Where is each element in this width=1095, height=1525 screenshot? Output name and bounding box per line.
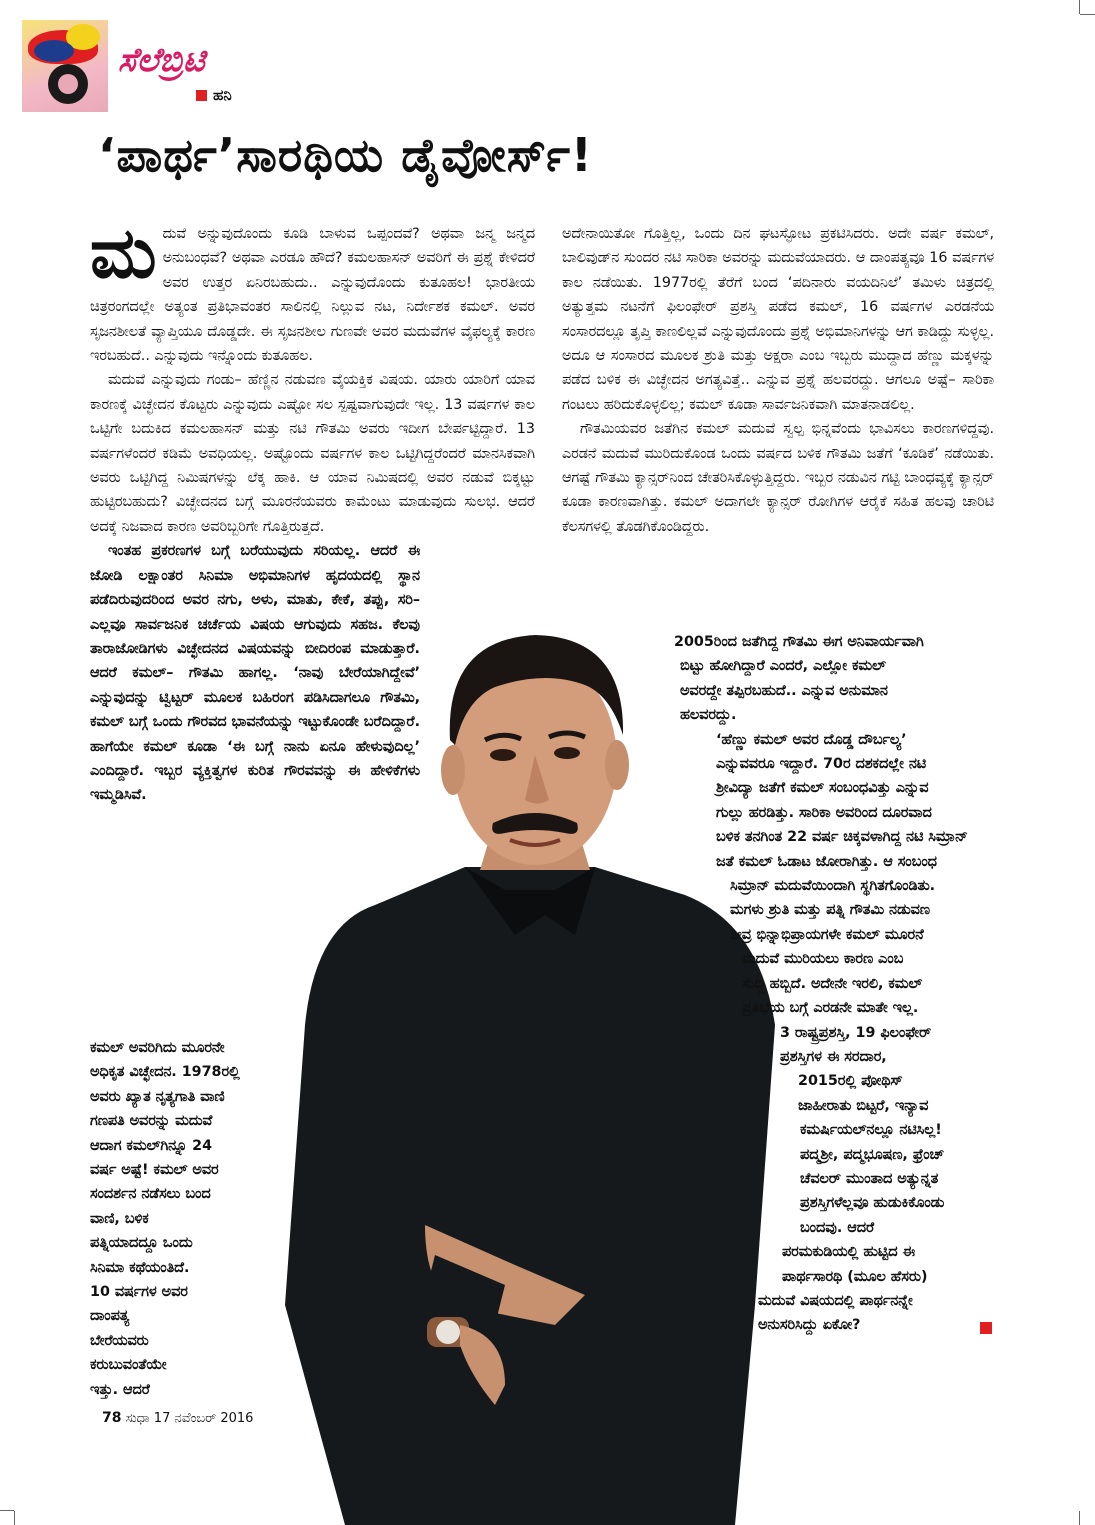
page-number: 78 <box>102 1410 122 1426</box>
left-wrap-text <box>90 1036 240 1402</box>
text-line: 10 ವರ್ಷಗಳ ಅವರ <box>90 1284 188 1301</box>
right-column <box>562 222 994 539</box>
text-line: ಬಳಿಕ ತನಗಿಂತ 22 ವರ್ಷ ಚಿಕ್ಕವಳಾಗಿದ್ದ ನಟಿ ಸಿಮ್ರಾನ್ <box>716 829 968 846</box>
text-line: ಮದುವೆ ವಿಷಯದಲ್ಲಿ ಪಾರ್ಥನನ್ನೇ <box>758 1292 913 1309</box>
section-logo <box>22 20 108 112</box>
text-line: ಪ್ರತಿಭೆಯ ಬಗ್ಗೆ ಎರಡನೇ ಮಾತೇ ಇಲ್ಲ. <box>742 1000 919 1017</box>
text-line: 3 ರಾಷ್ಟ್ರಪ್ರಶಸ್ತಿ, 19 ಫಿಲಂಫೇರ್ <box>780 1024 932 1041</box>
author-line <box>196 86 232 104</box>
text-line: ಗುಲ್ಲು ಹರಡಿತ್ತು. ಸಾರಿಕಾ ಅವರಿಂದ ದೂರವಾದ <box>716 804 932 821</box>
text-line: ಪ್ರಶಸ್ತಿಗಳ ಈ ಸರದಾರ, <box>780 1048 887 1065</box>
text-line: ಬಂದವು. ಆದರೆ <box>800 1219 875 1236</box>
text-line: ಪ್ರಶಸ್ತಿಗಳೆಲ್ಲವೂ ಹುಡುಕಿಕೊಂಡು <box>800 1195 945 1212</box>
crop-mark <box>1079 0 1080 14</box>
text-line: ಬೇರೆಯವರು <box>90 1332 149 1349</box>
text-line: ಪಾರ್ಥಸಾರಥಿ (ಮೂಲ ಹೆಸರು) <box>782 1268 928 1285</box>
text-line: ಹಲವರದ್ದು. <box>680 707 737 724</box>
magazine-name: ಸುಧಾ <box>125 1411 150 1426</box>
page-footer <box>102 1410 253 1426</box>
author-name: ಹನಿ <box>213 86 232 104</box>
section-title: ಸೆಲೆಬ್ರಿಟಿ <box>118 40 205 79</box>
right-wrap-text <box>650 630 968 1338</box>
text-line: ಅಧಿಕೃತ ವಿಚ್ಛೇದನ. 1978ರಲ್ಲಿ <box>90 1064 240 1081</box>
text-line: ಅವರದ್ದೇ ತಪ್ಪಿರಬಹುದೆ.. ಎನ್ನುವ ಅನುಮಾನ <box>680 682 888 699</box>
text-line: ಆದಾಗ ಕಮಲ್‌ಗಿನ್ನೂ 24 <box>90 1137 213 1154</box>
paragraph: ಇಂತಹ ಪ್ರಕರಣಗಳ ಬಗ್ಗೆ ಬರೆಯುವುದು ಸರಿಯಲ್ಲ. ಆದರೆ ಈ ಜೋಡಿ ಲಕ್ಷಾಂತರ ಸಿನಿಮಾ ಅಭಿಮಾನಿಗಳ ಹೃದಯದಲ್ಲಿ ಸ್ಥಾನ ಪಡೆದಿರುವುದರಿಂದ ಅವರ ನಗು, ಅಳು, ಮಾತು, ಕೇಕೆ, ತಪ್ಪು, ಸರಿ– ಎಲ್ಲವೂ ಸಾರ್ವಜನಿಕ ಚರ್ಚೆಯ ವಿಷಯ ಆಗುವುದು ಸಹಜ. ಕೆಲವು ತಾರಾಜೋಡಿಗಳು ವಿಚ್ಛೇದನದ ವಿಷಯವನ್ನು ಬೀದಿರಂಪ ಮಾಡುತ್ತಾರೆ. ಆದರೆ ಕಮಲ್– ಗೌತಮಿ ಹಾಗಲ್ಲ. ‘ನಾವು ಬೇರೆಯಾಗಿದ್ದೇವೆ’ ಎನ್ನುವುದನ್ನು ಟ್ವಿಟ್ಟರ್ ಮೂಲಕ ಬಹಿರಂಗ ಪಡಿಸಿದಾಗಲೂ ಗೌತಮಿ, ಕಮಲ್ ಬಗ್ಗೆ ಒಂದು ಗೌರವದ ಭಾವನೆಯನ್ನು ಇಟ್ಟುಕೊಂಡೇ ಬರೆದಿದ್ದಾರೆ. ಹಾಗೆಯೇ ಕಮಲ್ ಕೂಡಾ ‘ಈ ಬಗ್ಗೆ ನಾನು ಏನೂ ಹೇಳುವುದಿಲ್ಲ’ ಎಂದಿದ್ದಾರೆ. ಇಬ್ಬರ ವ್ಯಕ್ತಿತ್ವಗಳ ಕುರಿತ ಗೌರವವನ್ನು ಈ ಹೇಳಿಕೆಗಳು ಇಮ್ಮಡಿಸಿವೆ. <box>90 543 420 804</box>
text-line: ಸಂದರ್ಶನ ನಡೆಸಲು ಬಂದ <box>90 1186 211 1203</box>
paragraph: ಮದುವೆ ಎನ್ನುವುದು ಗಂಡು– ಹೆಣ್ಣಿನ ನಡುವಣ ವೈಯಕ್ತಿಕ ವಿಷಯ. ಯಾರು ಯಾರಿಗೆ ಯಾವ ಕಾರಣಕ್ಕೆ ವಿಚ್ಛೇದನ ಕೊಟ್ಟರು ಎನ್ನುವುದು ಎಷ್ಟೋ ಸಲ ಸ್ಪಷ್ಟವಾಗುವುದೇ ಇಲ್ಲ. 13 ವರ್ಷಗಳ ಕಾಲ ಒಟ್ಟಿಗೇ ಬದುಕಿದ ಕಮಲಹಾಸನ್ ಮತ್ತು ನಟಿ ಗೌತಮಿ ಅವರು ಇದೀಗ ಬೇರ್ಪಟ್ಟಿದ್ದಾರೆ. 13 ವರ್ಷಗಳೆಂದರೆ ಕಡಿಮೆ ಅವಧಿಯಲ್ಲ. ಅಷ್ಟೊಂದು ವರ್ಷಗಳ ಕಾಲ ಒಟ್ಟಿಗಿದ್ದರೆಂದರೆ ಮಾನಸಿಕವಾಗಿ ಅವರು ಒಟ್ಟಿಗಿದ್ದ ನಿಮಿಷಗಳನ್ನು ಲೆಕ್ಕ ಹಾಕಿ. ಆ ಯಾವ ನಿಮಿಷದಲ್ಲಿ ಅವರ ನಡುವೆ ಬಿಕ್ಕಟ್ಟು ಹುಟ್ಟಿರಬಹುದು? ವಿಚ್ಛೇದನದ ಬಗ್ಗೆ ಮೂರನೆಯವರು ಕಾಮೆಂಟು ಮಾಡುವುದು ಸುಲಭ. ಆದರೆ ಅದಕ್ಕೆ ನಿಜವಾದ ಕಾರಣ ಅವರಿಬ್ಬರಿಗೇ ಗೊತ್ತಿರುತ್ತದೆ. <box>90 372 535 535</box>
text-line: ಮದುವೆ ಮುರಿಯಲು ಕಾರಣ ಎಂಬ <box>742 951 904 968</box>
crop-mark <box>1079 1511 1080 1525</box>
end-of-article-marker <box>980 1322 992 1334</box>
text-line: ಕಮಲ್ ಅವರಿಗಿದು ಮೂರನೇ <box>90 1040 225 1056</box>
text-line: ಜತೆ ಕಮಲ್ ಓಡಾಟ ಜೋರಾಗಿತ್ತು. ಆ ಸಂಬಂಧ <box>716 853 937 870</box>
text-line: ಬಿಟ್ಟು ಹೋಗಿದ್ದಾರೆ ಎಂದರೆ, ಎಲ್ಲೋ ಕಮಲ್ <box>680 658 886 675</box>
text-line: ಮಗಳು ಶ್ರುತಿ ಮತ್ತು ಪತ್ನಿ ಗೌತಮಿ ನಡುವಣ <box>730 902 930 919</box>
paragraph: ಗೌತಮಿಯವರ ಜತೆಗಿನ ಕಮಲ್ ಮದುವೆ ಸ್ವಲ್ಪ ಭಿನ್ನವೆಂದು ಭಾವಿಸಲು ಕಾರಣಗಳಿದ್ದವು. ಎರಡನೆ ಮದುವೆ ಮುರಿದುಕೊಂಡ ಒಂದು ವರ್ಷದ ಬಳಿಕ ಗೌತಮಿ ಜತೆಗೆ ‘ಕೂಡಿಕೆ’ ನಡೆಯಿತು. ಆಗಷ್ಟೆ ಗೌತಮಿ ಕ್ಯಾನ್ಸರ್‌ನಿಂದ ಚೇತರಿಸಿಕೊಳ್ಳುತ್ತಿದ್ದರು. ಇಬ್ಬರ ನಡುವಿನ ಗಟ್ಟಿ ಬಾಂಧವ್ಯಕ್ಕೆ ಕ್ಯಾನ್ಸರ್ ಕೂಡಾ ಕಾರಣವಾಗಿತ್ತು. ಕಮಲ್ ಅದಾಗಲೇ ಕ್ಯಾನ್ಸರ್ ರೋಗಿಗಳ ಆರೈಕೆ ಸಹಿತ ಹಲವು ಚಾರಿಟಿ ಕೆಲಸಗಳಲ್ಲಿ ತೊಡಗಿಕೊಂಡಿದ್ದರು. <box>562 421 994 535</box>
text-line: 2005ರಿಂದ ಜತೆಗಿದ್ದ ಗೌತಮಿ ಈಗ ಅನಿವಾರ್ಯವಾಗಿ <box>674 634 924 650</box>
text-line: ವಾಣಿ, ಬಳಿಕ <box>90 1210 149 1227</box>
crop-mark <box>1080 14 1095 15</box>
text-line: ಶ್ರೀವಿದ್ಯಾ ಜತೆಗೆ ಕಮಲ್ ಸಂಬಂಧವಿತ್ತು ಎನ್ನುವ <box>716 780 929 797</box>
text-line: ಕಮರ್ಷಿಯಲ್‌ನಲ್ಲೂ ನಟಿಸಿಲ್ಲ! <box>800 1122 942 1139</box>
issue-date: 17 ನವೆಂಬರ್ 2016 <box>153 1411 254 1426</box>
text-line: ಸಿಮ್ರಾನ್ ಮದುವೆಯಿಂದಾಗಿ ಸ್ಥಗಿತಗೊಂಡಿತು. <box>730 878 936 895</box>
paragraph: ಮದುವೆ ಅನ್ನುವುದೊಂದು ಕೂಡಿ ಬಾಳುವ ಒಪ್ಪಂದವೆ? ಅಥವಾ ಜನ್ಮ ಜನ್ಮದ ಅನುಬಂಧವೆ? ಅಥವಾ ಎರಡೂ ಹೌದೆ? ಕಮಲಹಾಸನ್ ಅವರಿಗೆ ಈ ಪ್ರಶ್ನೆ ಕೇಳಿದರೆ ಅವರ ಉತ್ತರ ಏನಿರಬಹುದು.. ಎನ್ನುವುದೊಂದು ಕುತೂಹಲ! ಭಾರತೀಯ ಚಿತ್ರರಂಗದಲ್ಲೇ ಅತ್ಯಂತ ಪ್ರತಿಭಾವಂತರ ಸಾಲಿನಲ್ಲಿ ನಿಲ್ಲುವ ನಟ, ನಿರ್ದೇಶಕ ಕಮಲ್. ಅವರ ಸೃಜನಶೀಲತೆ ವ್ಯಾಪ್ತಿಯೂ ದೊಡ್ಡದೇ. ಈ ಸೃಜನಶೀಲ ಗುಣವೇ ಅವರ ಮದುವೆಗಳ ವೈಫಲ್ಯಕ್ಕೆ ಕಾರಣ ಇರಬಹುದೆ.. ಎನ್ನುವುದು ಇನ್ನೊಂದು ಕುತೂಹಲ. <box>90 211 535 365</box>
text-line: ತೀವ್ರ ಭಿನ್ನಾಭಿಪ್ರಾಯಗಳೇ ಕಮಲ್ ಮೂರನೆ <box>730 926 924 943</box>
text-line: ಪರಮಕುಡಿಯಲ್ಲಿ ಹುಟ್ಟಿದ ಈ <box>782 1244 915 1261</box>
text-line: ಗಣಪತಿ ಅವರನ್ನು ಮದುವೆ <box>90 1113 213 1130</box>
text-line: ಕರುಬುವಂತೆಯೇ <box>90 1357 167 1374</box>
text-line: ಅವರು ಖ್ಯಾತ ನೃತ್ಯಗಾತಿ ವಾಣಿ <box>90 1088 225 1105</box>
text-line: ವರ್ಷ ಅಷ್ಟೆ! ಕಮಲ್ ಅವರ <box>90 1162 219 1179</box>
headline: ‘ಪಾರ್ಥ’ಸಾರಥಿಯ ಡೈವೋರ್ಸ್! <box>98 128 593 182</box>
drop-cap: ಮ <box>90 211 157 294</box>
square-marker-icon <box>196 90 207 101</box>
text-line: ಸುದ್ದಿ ಹಬ್ಬಿದೆ. ಅದೇನೇ ಇರಲಿ, ಕಮಲ್ <box>742 975 923 992</box>
text-line: ಎನ್ನುವವರೂ ಇದ್ದಾರೆ. 70ರ ದಶಕದಲ್ಲೇ ನಟಿ <box>716 756 927 773</box>
text-line: ಅನುಸರಿಸಿದ್ದು ಏಕೋ? <box>758 1317 861 1334</box>
text-line: ಪದ್ಮಶ್ರೀ, ಪದ್ಮಭೂಷಣ, ಫ್ರೆಂಚ್ <box>800 1146 944 1163</box>
text-line: ದಾಂಪತ್ಯ <box>90 1308 130 1325</box>
text-line: ಸಿನಿಮಾ ಕಥೆಯಂತಿದೆ. <box>90 1259 190 1276</box>
crop-mark <box>0 1510 14 1511</box>
text-line: 2015ರಲ್ಲಿ ಪೋಥಿಸ್ <box>798 1073 903 1090</box>
text-line: ಚೆವಲರ್ ಮುಂತಾದ ಅತ್ಯುನ್ನತ <box>800 1170 939 1187</box>
text-line: ಇತ್ತು. ಆದರೆ <box>90 1381 150 1398</box>
crop-mark <box>14 1511 15 1525</box>
text-line: ಪತ್ನಿಯಾದದ್ದೂ ಒಂದು <box>90 1235 193 1252</box>
text-line: ‘ಹೆಣ್ಣು ಕಮಲ್ ಅವರ ದೊಡ್ಡ ದೌರ್ಬಲ್ಯ’ <box>716 731 907 748</box>
text-line: ಜಾಹೀರಾತು ಬಿಟ್ಟರೆ, ಇನ್ಯಾವ <box>798 1097 929 1114</box>
paragraph: ಅದೇನಾಯಿತೋ ಗೊತ್ತಿಲ್ಲ, ಒಂದು ದಿನ ಘಟಸ್ಫೋಟ ಪ್ರಕಟಿಸಿದರು. ಅದೇ ವರ್ಷ ಕಮಲ್, ಬಾಲಿವುಡ್‌ನ ಸುಂದರ ನಟಿ ಸಾರಿಕಾ ಅವರನ್ನು ಮದುವೆಯಾದರು. ಆ ದಾಂಪತ್ಯವೂ 16 ವರ್ಷಗಳ ಕಾಲ ನಡೆಯಿತು. 1977ರಲ್ಲಿ ತೆರೆಗೆ ಬಂದ ‘ಪದಿನಾರು ವಯದಿನಿಲೆ’ ತಮಿಳು ಚಿತ್ರದಲ್ಲಿ ಅತ್ಯುತ್ತಮ ನಟನೆಗೆ ಫಿಲಂಫೇರ್ ಪ್ರಶಸ್ತಿ ಪಡೆದ ಕಮಲ್, 16 ವರ್ಷಗಳ ಎರಡನೆಯ ಸಂಸಾರದಲ್ಲೂ ತೃಪ್ತಿ ಕಾಣಲಿಲ್ಲವೆ ಎನ್ನುವುದೊಂದು ಪ್ರಶ್ನೆ ಅಭಿಮಾನಿಗಳನ್ನು ಆಗ ಕಾಡಿದ್ದು ಸುಳ್ಳಲ್ಲ. ಅದೂ ಆ ಸಂಸಾರದ ಮೂಲಕ ಶ್ರುತಿ ಮತ್ತು ಅಕ್ಷರಾ ಎಂಬ ಇಬ್ಬರು ಮುದ್ದಾದ ಹೆಣ್ಣು ಮಕ್ಕಳನ್ನು ಪಡೆದ ಬಳಿಕ ಈ ವಿಚ್ಛೇದನ ಅಗತ್ಯವಿತ್ತೆ.. ಎನ್ನುವ ಪ್ರಶ್ನೆ ಹಲವರದ್ದು. ಆಗಲೂ ಅಷ್ಟೆ– ಸಾರಿಕಾ ಗಂಟಲು ಹರಿದುಕೊಳ್ಳಲಿಲ್ಲ; ಕಮಲ್ ಕೂಡಾ ಸಾರ್ವಜನಿಕವಾಗಿ ಮಾತನಾಡಲಿಲ್ಲ. <box>562 226 994 413</box>
